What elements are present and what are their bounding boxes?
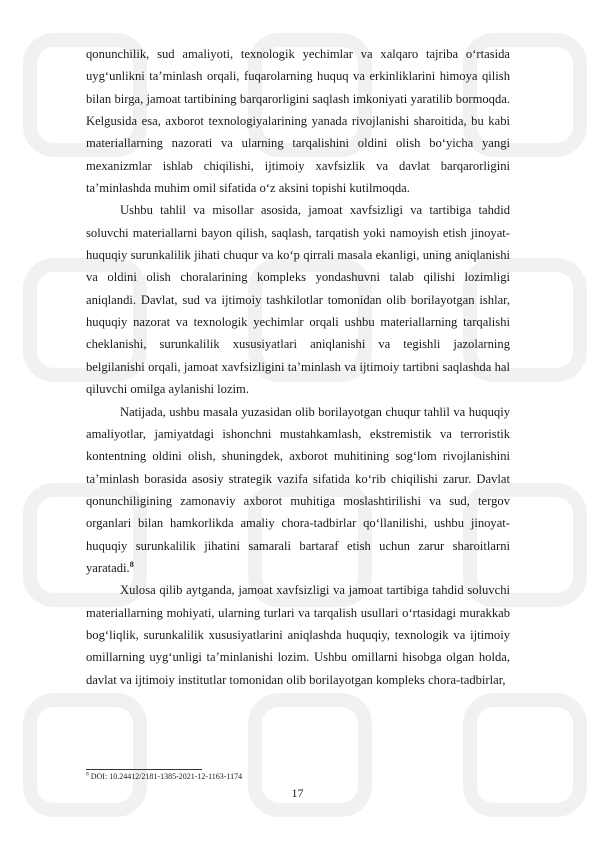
paragraph-2-text: Ushbu tahlil va misollar asosida, jamoat xavfsizligi va tartibiga tahdid soluvchi materiallarni bayon qilish, saqlash, tarqatish yoki namoyish etish jinoyat-huquqiy surunkalilik jihati chuqur va ko‘p qirrali masala ekanligi, uning aniqlanishi va oldini olish choralarining kompleks yondashuvni talab qilishi lozimligi aniqlandi. Davlat, sud va ijtimoiy tashkilotlar tomonidan olib borilayotgan ishlar, huquqiy nazorat va texnologik yechimlar orqali ushbu materiallarning tarqalishi cheklanishi, surunkalilik xususiyatlari aniqlanishi va tegishli jazolarning belgilanishi orqali, jamoat xavfsizligini ta’minlash va ijtimoiy tartibni saqlashda hal qiluvchi omilga aylanishi lozim. (86, 203, 510, 397)
footnote-text: DOI: 10.24412/2181-1385-2021-12-1163-1174 (88, 772, 243, 781)
page-body (86, 43, 510, 691)
paragraph-4 (86, 579, 510, 691)
page-number: 17 (291, 786, 304, 800)
paragraph-3 (86, 401, 510, 580)
paragraph-3-text: Natijada, ushbu masala yuzasidan olib borilayotgan chuqur tahlil va huquqiy amaliyotlar, jamiyatdagi ishonchni mustahkamlash, ekstremistik va terroristik kontentning oldini olish, shuningdek, axborot muhitining sog‘lom rivojlanishini ta’minlash borasida asosiy strategik vazifa sifatida ko‘rib chiqilishi zarur. Davlat qonunchiligining zamonaviy axborot muhitiga moslashtirilishi va sud, tergov organlari bilan hamkorlikda amaliy chora-tadbirlar qo‘llanilishi, ushbu jinoyat-huquqiy surunkalilik jihatini samarali bartaraf etish uchun zarur sharoitlarni yaratadi. (86, 404, 510, 575)
footnote-separator (86, 769, 202, 770)
footnote-reference[interactable]: 8 (129, 559, 134, 569)
footnote-number: 8 (86, 771, 89, 778)
paragraph-2 (86, 199, 510, 400)
paragraph-1 (86, 43, 510, 199)
paragraph-1-text: qonunchilik, sud amaliyoti, texnologik yechimlar va xalqaro tajriba o‘rtasida uyg‘unlikni ta’minlash orqali, fuqarolarning huquq va erkinliklarini himoya qilish bilan birga, jamoat tartibining barqarorligini saqlash imkoniyati yaratilib bormoqda. Kelgusida esa, axborot texnologiyalarining yanada rivojlanishi sharoitida, bu kabi materiallarning nazorati va ularning tarqalishini oldini olish bo‘yicha yangi mexanizmlar ishlab chiqilishi, ijtimoiy xavfsizlik va davlat barqarorligini ta’minlashda muhim omil sifatida o‘z aksini topishi kutilmoqda. (86, 47, 510, 196)
paragraph-4-text: Xulosa qilib aytganda, jamoat xavfsizligi va jamoat tartibiga tahdid soluvchi materiallarning mohiyati, ularning turlari va tarqalish usullari o‘rtasidagi murakkab bog‘liqlik, surunkalilik xususiyatlarini aniqlashda huquqiy, texnologik va ijtimoiy omillarning uyg‘unligi ta’minlanishi lozim. Ushbu omillarni hisobga olgan holda, davlat va ijtimoiy institutlar tomonidan olib borilayotgan kompleks chora-tadbirlar, (86, 583, 510, 687)
footnote (86, 771, 510, 782)
